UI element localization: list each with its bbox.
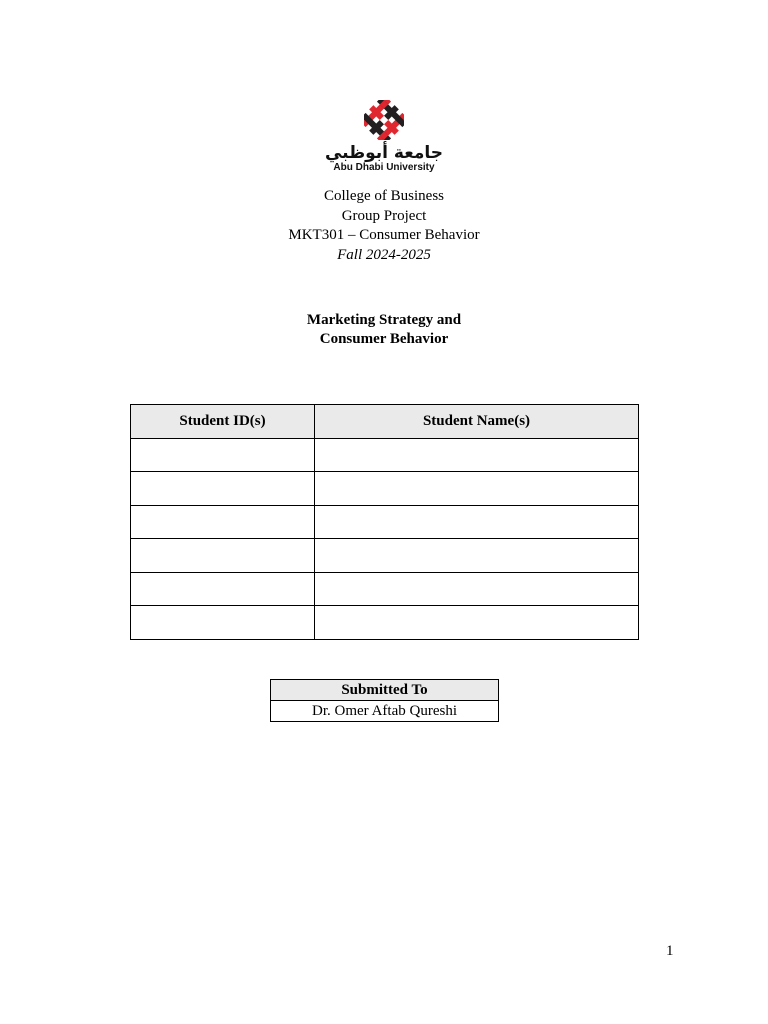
student-name-cell[interactable] bbox=[315, 606, 639, 640]
submitted-header-row bbox=[271, 680, 499, 701]
student-id-cell[interactable] bbox=[131, 505, 315, 539]
submitted-to-label: Submitted To bbox=[271, 680, 499, 701]
student-name-cell[interactable] bbox=[315, 505, 639, 539]
instructor-name: Dr. Omer Aftab Qureshi bbox=[271, 701, 499, 722]
student-name-cell[interactable] bbox=[315, 539, 639, 573]
cover-header bbox=[0, 187, 768, 265]
student-id-cell[interactable] bbox=[131, 539, 315, 573]
logo-arabic-text: جامعة أبوظبي bbox=[324, 143, 443, 163]
student-name-header: Student Name(s) bbox=[315, 405, 639, 439]
college-name: College of Business bbox=[324, 188, 444, 204]
university-emblem-icon bbox=[364, 100, 404, 140]
table-row bbox=[131, 438, 639, 472]
project-type: Group Project bbox=[341, 207, 427, 224]
course-title: MKT301 – Consumer Behavior bbox=[288, 227, 480, 243]
table-header-row bbox=[131, 405, 639, 439]
student-id-cell[interactable] bbox=[131, 606, 315, 640]
student-name-cell[interactable] bbox=[315, 572, 639, 606]
students-table bbox=[130, 404, 639, 640]
student-name-cell[interactable] bbox=[315, 438, 639, 472]
document-title bbox=[0, 311, 768, 348]
university-logo bbox=[324, 100, 444, 174]
title-line-1: Marketing Strategy and bbox=[306, 312, 462, 328]
logo-english-text: Abu Dhabi University bbox=[333, 162, 435, 173]
title-line-2: Consumer Behavior bbox=[319, 330, 449, 347]
student-id-cell[interactable] bbox=[131, 472, 315, 506]
page-number: 1 bbox=[666, 943, 674, 959]
table-row bbox=[131, 539, 639, 573]
term: Fall 2024-2025 bbox=[337, 246, 431, 263]
table-row bbox=[131, 606, 639, 640]
table-row bbox=[131, 472, 639, 506]
submitted-value-row bbox=[271, 701, 499, 722]
student-id-header: Student ID(s) bbox=[131, 405, 315, 439]
submitted-to-table bbox=[270, 679, 499, 722]
student-id-cell[interactable] bbox=[131, 572, 315, 606]
table-row bbox=[131, 572, 639, 606]
student-id-cell[interactable] bbox=[131, 438, 315, 472]
table-row bbox=[131, 505, 639, 539]
student-name-cell[interactable] bbox=[315, 472, 639, 506]
